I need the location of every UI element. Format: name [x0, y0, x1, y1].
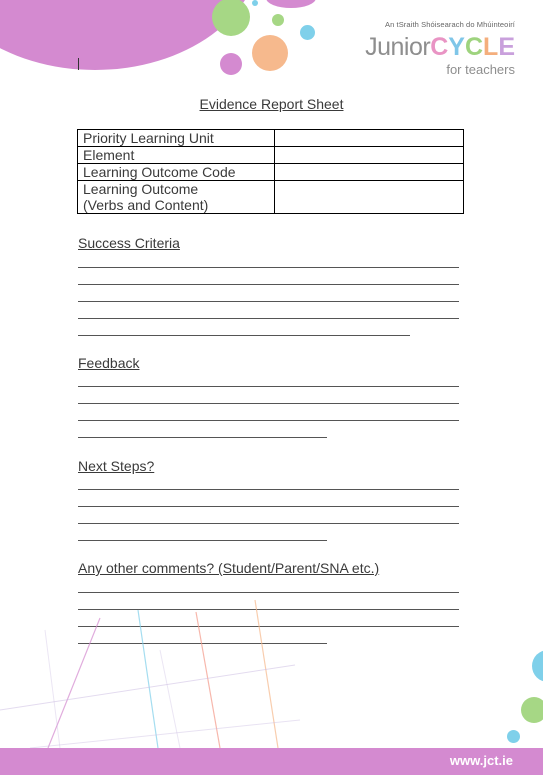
next-steps-line[interactable]: [78, 506, 459, 507]
logo-cycle-letter: L: [483, 33, 499, 61]
footer-url-link[interactable]: www.jct.ie: [449, 753, 513, 768]
decoration-dot-pink: [220, 53, 242, 75]
logo-cycle-letter: C: [464, 33, 484, 61]
feedback-line[interactable]: [78, 437, 327, 438]
feedback-line[interactable]: [78, 420, 459, 421]
decoration-dot-blue: [300, 25, 315, 40]
decoration-dot-right-small: [507, 730, 520, 743]
table-row-label: Priority Learning Unit: [78, 130, 275, 147]
decorative-lines: [0, 590, 320, 750]
table-row: [78, 130, 464, 147]
logo-subtitle: for teachers: [446, 62, 515, 77]
table-row-value-cell[interactable]: [275, 181, 464, 214]
logo-cycle-letter: C: [430, 33, 449, 61]
table-row-value-cell[interactable]: [275, 164, 464, 181]
table-row-value-cell[interactable]: [275, 147, 464, 164]
logo-cycle-letter: Y: [448, 33, 465, 61]
table-row-value-cell[interactable]: [275, 130, 464, 147]
decoration-dot-right-green: [521, 697, 543, 723]
success-criteria-line[interactable]: [78, 267, 459, 268]
table-row-label: Element: [78, 147, 275, 164]
decoration-dot-small-green: [272, 14, 284, 26]
table-row-label: Learning Outcome (Verbs and Content): [78, 181, 275, 214]
other-comments-heading: Any other comments? (Student/Parent/SNA etc.): [78, 560, 380, 576]
success-criteria-heading: Success Criteria: [78, 235, 180, 251]
text-cursor: [78, 58, 79, 70]
success-criteria-line[interactable]: [78, 335, 410, 336]
table-row: [78, 147, 464, 164]
next-steps-heading: Next Steps?: [78, 458, 155, 474]
evidence-info-table: [77, 129, 464, 214]
table-row: [78, 181, 464, 214]
success-criteria-line[interactable]: [78, 301, 459, 302]
logo-junior-text: Junior: [365, 33, 431, 61]
decoration-dot-right-blue: [532, 650, 543, 682]
table-row: [78, 164, 464, 181]
other-comments-line[interactable]: [78, 609, 459, 610]
logo-irish-tagline: An tSraith Shóisearach do Mhúinteoirí: [384, 20, 515, 29]
page-title: Evidence Report Sheet: [199, 96, 344, 112]
other-comments-line[interactable]: [78, 643, 327, 644]
junior-cycle-logo: [365, 33, 515, 61]
logo-cycle-letter: E: [498, 33, 515, 61]
other-comments-line[interactable]: [78, 626, 459, 627]
success-criteria-line[interactable]: [78, 284, 459, 285]
next-steps-line[interactable]: [78, 540, 327, 541]
decoration-dot-pink-top: [266, 0, 316, 8]
feedback-line[interactable]: [78, 403, 459, 404]
table-row-label: Learning Outcome Code: [78, 164, 275, 181]
decoration-dot-green: [212, 0, 250, 36]
feedback-line[interactable]: [78, 386, 459, 387]
logo-cycle-text: [430, 33, 515, 61]
next-steps-line[interactable]: [78, 523, 459, 524]
decoration-dot-orange: [252, 35, 288, 71]
success-criteria-line[interactable]: [78, 318, 459, 319]
other-comments-line[interactable]: [78, 592, 459, 593]
next-steps-line[interactable]: [78, 489, 459, 490]
decoration-dot-tiny: [252, 0, 258, 6]
feedback-heading: Feedback: [78, 355, 140, 371]
